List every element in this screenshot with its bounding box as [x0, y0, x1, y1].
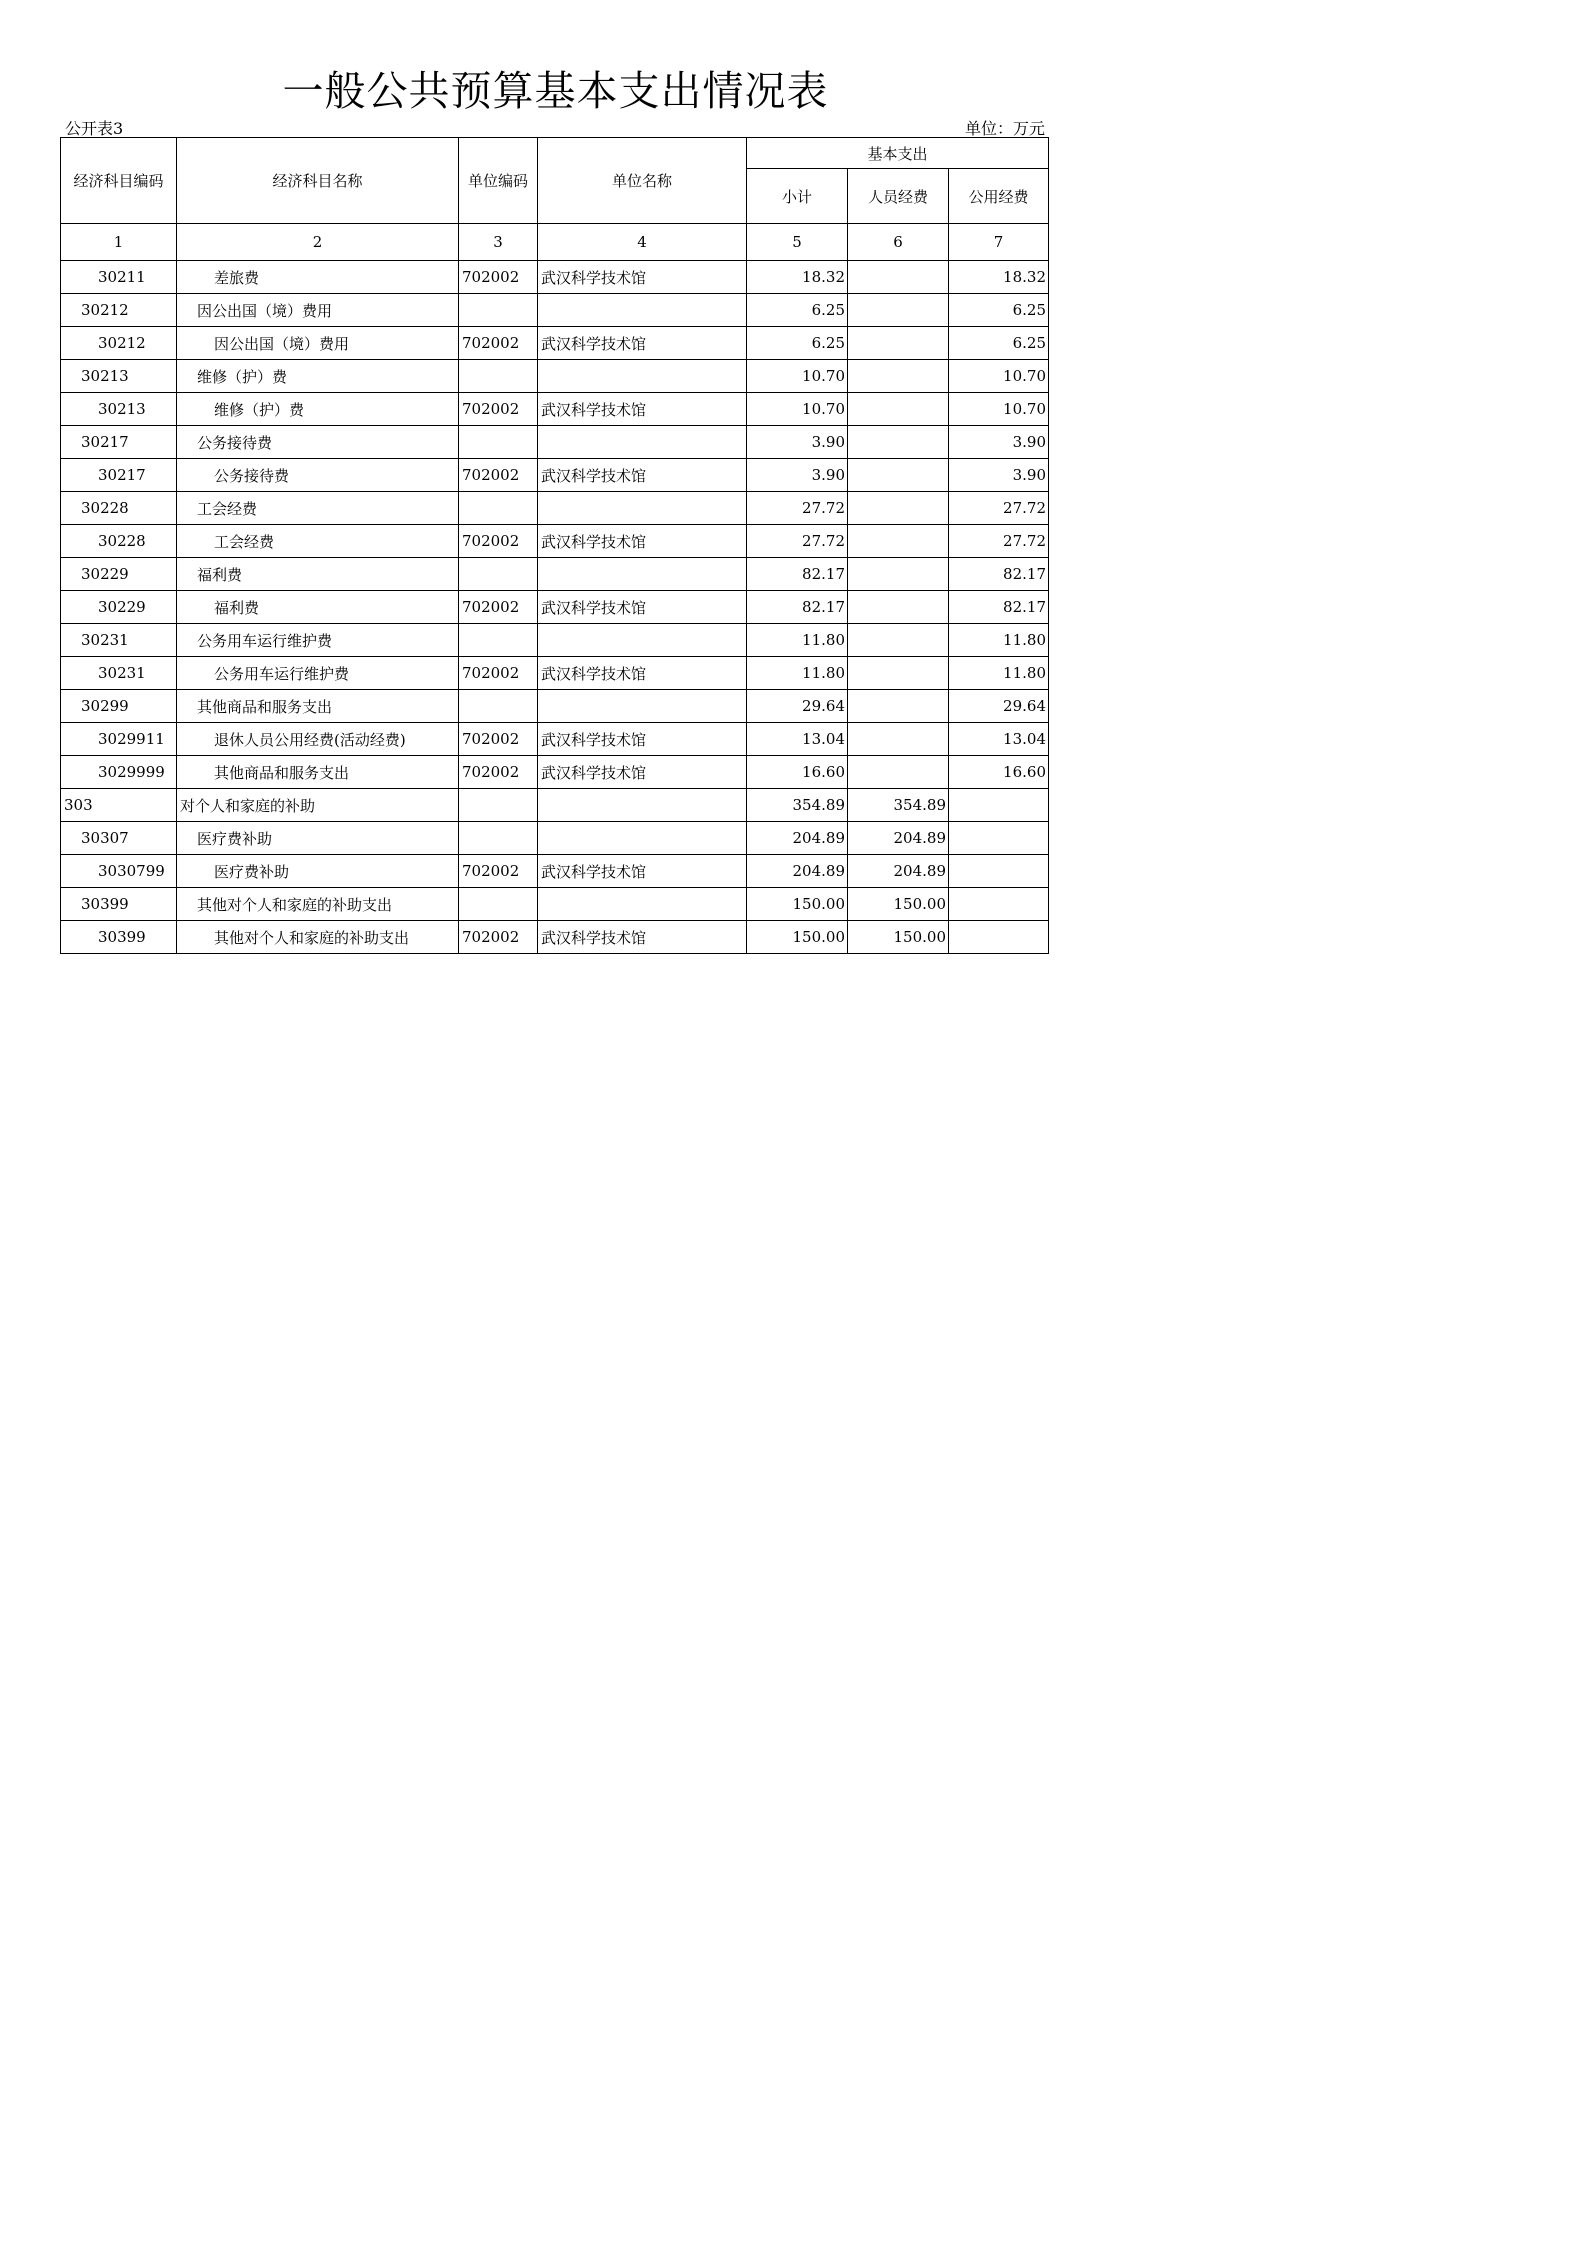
- subtotal-cell: 16.60: [747, 756, 848, 789]
- econ-name-cell: 对个人和家庭的补助: [177, 789, 459, 822]
- table-row: [61, 690, 1049, 723]
- econ-code-cell: 30212: [61, 294, 177, 327]
- personnel-cell: 354.89: [848, 789, 949, 822]
- personnel-cell: [848, 426, 949, 459]
- subtotal-cell: 10.70: [747, 360, 848, 393]
- public-cell: 3.90: [949, 426, 1049, 459]
- table-row: [61, 888, 1049, 921]
- unit-name-cell: 武汉科学技术馆: [538, 591, 747, 624]
- unit-code-cell: 702002: [459, 261, 538, 294]
- personnel-cell: 204.89: [848, 822, 949, 855]
- subtotal-cell: 3.90: [747, 426, 848, 459]
- unit-name-cell: 武汉科学技术馆: [538, 459, 747, 492]
- subtotal-cell: 27.72: [747, 492, 848, 525]
- table-row: [61, 789, 1049, 822]
- table-label: 公开表3: [65, 119, 124, 138]
- unit-code-cell: 702002: [459, 327, 538, 360]
- public-cell: 3.90: [949, 459, 1049, 492]
- budget-table: [60, 137, 1049, 954]
- econ-code-cell: 3029999: [61, 756, 177, 789]
- unit-name-cell: 武汉科学技术馆: [538, 327, 747, 360]
- unit-name-cell: [538, 558, 747, 591]
- econ-name-cell: 维修（护）费: [177, 393, 459, 426]
- subtotal-cell: 27.72: [747, 525, 848, 558]
- subtotal-cell: 3.90: [747, 459, 848, 492]
- unit-code-cell: [459, 360, 538, 393]
- econ-code-cell: 30307: [61, 822, 177, 855]
- public-cell: [949, 855, 1049, 888]
- subtotal-cell: 18.32: [747, 261, 848, 294]
- public-cell: 27.72: [949, 492, 1049, 525]
- econ-name-cell: 医疗费补助: [177, 855, 459, 888]
- public-cell: 10.70: [949, 393, 1049, 426]
- econ-code-cell: 3029911: [61, 723, 177, 756]
- public-cell: [949, 888, 1049, 921]
- table-row: [61, 393, 1049, 426]
- personnel-cell: [848, 591, 949, 624]
- table-row: [61, 624, 1049, 657]
- table-row: [61, 261, 1049, 294]
- col-number: 2: [177, 224, 459, 261]
- unit-code-cell: 702002: [459, 723, 538, 756]
- unit-code-cell: 702002: [459, 921, 538, 954]
- personnel-cell: [848, 525, 949, 558]
- unit-code-cell: [459, 624, 538, 657]
- unit-name-cell: [538, 888, 747, 921]
- public-cell: 82.17: [949, 558, 1049, 591]
- subtotal-cell: 13.04: [747, 723, 848, 756]
- subtotal-cell: 82.17: [747, 591, 848, 624]
- econ-name-cell: 其他商品和服务支出: [177, 690, 459, 723]
- subtotal-cell: 6.25: [747, 294, 848, 327]
- unit-code-cell: [459, 789, 538, 822]
- col-number: 4: [538, 224, 747, 261]
- table-row: [61, 855, 1049, 888]
- table-row: [61, 756, 1049, 789]
- econ-name-cell: 因公出国（境）费用: [177, 327, 459, 360]
- table-row: [61, 492, 1049, 525]
- personnel-cell: [848, 327, 949, 360]
- econ-code-cell: 30229: [61, 558, 177, 591]
- econ-name-cell: 因公出国（境）费用: [177, 294, 459, 327]
- unit-name-cell: [538, 360, 747, 393]
- econ-name-cell: 公务用车运行维护费: [177, 657, 459, 690]
- unit-label: 单位：万元: [964, 119, 1045, 138]
- unit-code-cell: [459, 294, 538, 327]
- unit-code-cell: 702002: [459, 525, 538, 558]
- unit-code-cell: 702002: [459, 756, 538, 789]
- unit-code-cell: [459, 822, 538, 855]
- table-row: [61, 459, 1049, 492]
- personnel-cell: [848, 690, 949, 723]
- econ-name-cell: 工会经费: [177, 492, 459, 525]
- unit-name-cell: [538, 822, 747, 855]
- subtotal-cell: 204.89: [747, 855, 848, 888]
- unit-name-cell: 武汉科学技术馆: [538, 723, 747, 756]
- col-number: 5: [747, 224, 848, 261]
- personnel-cell: 150.00: [848, 921, 949, 954]
- table-row: [61, 921, 1049, 954]
- unit-code-cell: 702002: [459, 855, 538, 888]
- econ-code-cell: 30211: [61, 261, 177, 294]
- unit-name-cell: [538, 690, 747, 723]
- unit-code-cell: 702002: [459, 459, 538, 492]
- table-row: [61, 294, 1049, 327]
- public-cell: 27.72: [949, 525, 1049, 558]
- econ-code-cell: 30212: [61, 327, 177, 360]
- table-body: [61, 261, 1049, 954]
- header-subtotal: 小计: [747, 169, 848, 224]
- subtotal-cell: 11.80: [747, 624, 848, 657]
- unit-code-cell: 702002: [459, 393, 538, 426]
- header-unit-name: 单位名称: [538, 138, 747, 224]
- econ-name-cell: 其他对个人和家庭的补助支出: [177, 921, 459, 954]
- unit-name-cell: 武汉科学技术馆: [538, 756, 747, 789]
- table-row: [61, 723, 1049, 756]
- header-public: 公用经费: [949, 169, 1049, 224]
- unit-name-cell: [538, 426, 747, 459]
- public-cell: 82.17: [949, 591, 1049, 624]
- personnel-cell: 204.89: [848, 855, 949, 888]
- unit-code-cell: 702002: [459, 591, 538, 624]
- public-cell: [949, 921, 1049, 954]
- table-row: [61, 657, 1049, 690]
- personnel-cell: [848, 723, 949, 756]
- subtotal-cell: 204.89: [747, 822, 848, 855]
- econ-code-cell: 30217: [61, 426, 177, 459]
- personnel-cell: 150.00: [848, 888, 949, 921]
- table-row: [61, 360, 1049, 393]
- econ-code-cell: 30229: [61, 591, 177, 624]
- unit-name-cell: 武汉科学技术馆: [538, 525, 747, 558]
- subtotal-cell: 354.89: [747, 789, 848, 822]
- econ-name-cell: 差旅费: [177, 261, 459, 294]
- col-number: 7: [949, 224, 1049, 261]
- subtotal-cell: 150.00: [747, 888, 848, 921]
- public-cell: 16.60: [949, 756, 1049, 789]
- unit-name-cell: [538, 492, 747, 525]
- econ-name-cell: 福利费: [177, 591, 459, 624]
- header-basic-expenditure: 基本支出: [747, 138, 1049, 169]
- header-personnel: 人员经费: [848, 169, 949, 224]
- public-cell: [949, 789, 1049, 822]
- personnel-cell: [848, 492, 949, 525]
- econ-name-cell: 福利费: [177, 558, 459, 591]
- public-cell: 11.80: [949, 624, 1049, 657]
- unit-code-cell: [459, 426, 538, 459]
- table-row: [61, 558, 1049, 591]
- unit-code-cell: [459, 558, 538, 591]
- unit-name-cell: 武汉科学技术馆: [538, 261, 747, 294]
- col-number: 1: [61, 224, 177, 261]
- header-unit-code: 单位编码: [459, 138, 538, 224]
- subtotal-cell: 82.17: [747, 558, 848, 591]
- personnel-cell: [848, 360, 949, 393]
- subtotal-cell: 29.64: [747, 690, 848, 723]
- table-row: [61, 591, 1049, 624]
- econ-name-cell: 维修（护）费: [177, 360, 459, 393]
- public-cell: 10.70: [949, 360, 1049, 393]
- unit-name-cell: 武汉科学技术馆: [538, 921, 747, 954]
- econ-code-cell: 30231: [61, 657, 177, 690]
- econ-name-cell: 公务接待费: [177, 426, 459, 459]
- econ-code-cell: 30228: [61, 492, 177, 525]
- econ-code-cell: 3030799: [61, 855, 177, 888]
- econ-name-cell: 其他商品和服务支出: [177, 756, 459, 789]
- personnel-cell: [848, 624, 949, 657]
- econ-code-cell: 30228: [61, 525, 177, 558]
- econ-code-cell: 30231: [61, 624, 177, 657]
- table-row: [61, 426, 1049, 459]
- public-cell: 6.25: [949, 327, 1049, 360]
- public-cell: 6.25: [949, 294, 1049, 327]
- personnel-cell: [848, 459, 949, 492]
- personnel-cell: [848, 261, 949, 294]
- unit-name-cell: 武汉科学技术馆: [538, 657, 747, 690]
- table-row: [61, 525, 1049, 558]
- unit-name-cell: [538, 294, 747, 327]
- econ-code-cell: 30399: [61, 888, 177, 921]
- header-econ-name: 经济科目名称: [177, 138, 459, 224]
- table-row: [61, 327, 1049, 360]
- unit-code-cell: [459, 690, 538, 723]
- public-cell: [949, 822, 1049, 855]
- econ-name-cell: 医疗费补助: [177, 822, 459, 855]
- header-econ-code: 经济科目编码: [61, 138, 177, 224]
- public-cell: 13.04: [949, 723, 1049, 756]
- personnel-cell: [848, 294, 949, 327]
- econ-code-cell: 30213: [61, 360, 177, 393]
- econ-code-cell: 30213: [61, 393, 177, 426]
- econ-name-cell: 退休人员公用经费(活动经费): [177, 723, 459, 756]
- personnel-cell: [848, 756, 949, 789]
- table-row: [61, 822, 1049, 855]
- page-title: 一般公共预算基本支出情况表: [282, 67, 829, 115]
- subtotal-cell: 10.70: [747, 393, 848, 426]
- unit-name-cell: 武汉科学技术馆: [538, 393, 747, 426]
- unit-name-cell: [538, 624, 747, 657]
- unit-name-cell: 武汉科学技术馆: [538, 855, 747, 888]
- econ-name-cell: 工会经费: [177, 525, 459, 558]
- subtotal-cell: 150.00: [747, 921, 848, 954]
- unit-code-cell: [459, 492, 538, 525]
- unit-code-cell: 702002: [459, 657, 538, 690]
- econ-name-cell: 公务接待费: [177, 459, 459, 492]
- econ-code-cell: 30399: [61, 921, 177, 954]
- econ-code-cell: 303: [61, 789, 177, 822]
- public-cell: 29.64: [949, 690, 1049, 723]
- unit-code-cell: [459, 888, 538, 921]
- econ-code-cell: 30217: [61, 459, 177, 492]
- public-cell: 18.32: [949, 261, 1049, 294]
- col-number: 3: [459, 224, 538, 261]
- personnel-cell: [848, 558, 949, 591]
- econ-name-cell: 其他对个人和家庭的补助支出: [177, 888, 459, 921]
- personnel-cell: [848, 393, 949, 426]
- subtotal-cell: 11.80: [747, 657, 848, 690]
- unit-name-cell: [538, 789, 747, 822]
- subtotal-cell: 6.25: [747, 327, 848, 360]
- col-number: 6: [848, 224, 949, 261]
- econ-name-cell: 公务用车运行维护费: [177, 624, 459, 657]
- public-cell: 11.80: [949, 657, 1049, 690]
- econ-code-cell: 30299: [61, 690, 177, 723]
- personnel-cell: [848, 657, 949, 690]
